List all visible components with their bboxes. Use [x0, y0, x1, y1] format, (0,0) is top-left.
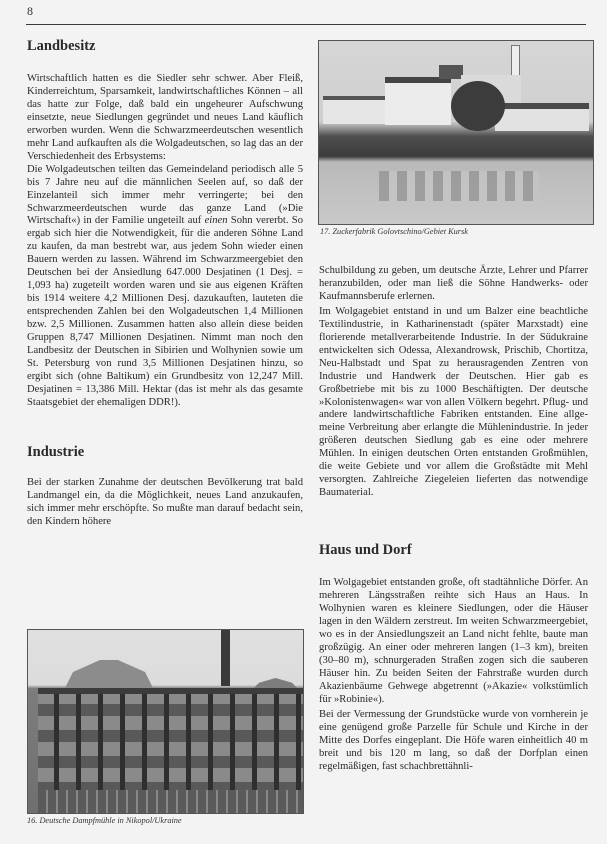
paragraph-industrie-2: Im Wolgagebiet entstand in und um Balzer eine beachtliche Textilindustrie, in Katharinenstadt (später Marxstadt) eine florierende metallverarbeitende Industrie. In der Südukraine entwickelten sich Odessa, Alexandrowsk, Prischib, Chortitza, Neu-Halbstadt und Spat zu herausragenden Zentren von Industrie und Handwerk der Deutschen. Hier gab es Großbetriebe mit bis zu 1000 Beschäftigten. Der deutsche »Kolonistenwagen« war von allen Völkern begehrt. Pflug- und andere landwirtschaftliche Fabriken entstanden. Eine allgemeine Verbreitung aber erlangte die Mühlenindustrie. In jeder größeren deutschen Siedlung gab es eine oder mehrere Mühlen. In einigen deutschen Orten entstanden Großmühlen, die weite Gebiete und vor allem die Großstädte mit Mehl versorgten. Zahlreiche Ziegeleien lieferten das notwendige Baumaterial. — [319, 305, 588, 499]
paragraph-haus-1: Im Wolgagebiet entstanden große, oft stadtähnliche Dörfer. An mehreren Längsstraßen reihte sich Haus an Haus. In Wolhynien waren es kleinere Siedlungen, oder die Häuser lagen in den Wäldern zerstreut. Im weiten Schwarzmeergebiet, wo es in der Ansiedlungszeit an Land nicht fehlte, baute man großzügig. An einer oder mehreren langen (1–3 km), breiten (30–80 m), schnurgeraden Straßen zogen sich die sauberen Häuser hin. Zu beiden Seiten der Fahrstraße wurden durch Akazienbäume Gehwege abgetrennt (»Akazie« volkstümlich für »Robinie«). — [319, 577, 588, 705]
chimney-shape — [221, 630, 230, 686]
heading-landbesitz: Landbesitz — [27, 38, 96, 54]
figure-steam-mill-photo — [27, 629, 304, 814]
tree-shape — [451, 81, 505, 131]
water-reflection — [379, 171, 539, 201]
cornice-shape — [38, 688, 303, 694]
paragraph-industrie-1-left: Bei der starken Zunahme der deutschen Bevölkerung trat bald Landmangel ein, da die Möglichkeit, neues Land anzukaufen, sich immer mehr erschöpfte. So mußte man darauf bedacht sein, den Kindern höhere — [27, 476, 303, 527]
tower-shape — [439, 65, 463, 79]
paragraph-industrie-1-right: Schulbildung zu geben, um deutsche Ärzte, Lehrer und Pfarrer heranzubilden, oder man ließ die Söhne Handwerks- oder Kaufmannsberufe erlernen. — [319, 265, 588, 302]
text-run: Sohn vererbt. So ergab sich hier die Notwendigkeit, für die anderen Söhne Land zu kaufen, da man bestrebt war, aus jedem Sohn wieder einen Bauern werden zu lassen. Während im Schwarzmeergebiet den Deutschen bei der Ansiedlung 647.000 Desjatinen (1 Desj. = 1,093 ha) zugeteilt worden waren und sie aus eigenen Kräften bis 1914 weitere 4,2 Millionen Desj. dazukauften, lauteten die entsprechenden Zahlen bei den Wolgadeutschen 1,4 Millionen bzw. 2,5 Millionen. Zusammen hatten also allein diese beiden Gruppen 8,747 Millionen Desjatinen. Nimmt man noch den Landbesitz der Deutschen in Sibirien und Wolhynien sowie um St. Petersburg von rund 3,5 Millionen Desjatinen hinzu, so ergibt sich (ohne Baltikum) ein Grundbesitz von 12,247 Mill. Desjatinen = 13,386 Mill. Hektar (das ist mehr als das gesamte Staatsgebiet der ehemaligen DDR!). — [27, 215, 303, 408]
figure-17-caption: 17. Zuckerfabrik Golovtschino/Gebiet Kursk — [320, 227, 468, 236]
figure-sugar-factory-photo — [318, 40, 594, 225]
right-column — [319, 265, 588, 773]
text-run: Die Wolgadeutschen teilten das Gemeindeland periodisch alle 5 bis 7 Jahre neu auf die männlichen Seelen auf, so daß der Einzelanteil sich immer mehr verringerte; bei den Schwarzmeerdeutschen wurde das ganze Land (»Die Wirtschaft«) in der Familie ungeteilt auf — [27, 163, 303, 227]
building-shape — [323, 96, 389, 124]
figure-16-caption: 16. Deutsche Dampfmühle in Nikopol/Ukraine — [27, 816, 182, 825]
paragraph-landbesitz-2 — [27, 164, 303, 410]
building-shape — [385, 77, 451, 125]
paragraph-haus-2: Bei der Vermessung der Grundstücke wurde von vornherein je eine genügend große Parzelle für Schule und Kirche in der Mitte des Dorfes eingeplant. Die Höfe waren einheitlich 40 m breit und bis 120 m lang, so daß der Dorfplan einen regelmäßigen, fast schachbrettähnli- — [319, 708, 588, 772]
heading-haus-und-dorf: Haus und Dorf — [319, 542, 412, 559]
gable-shape — [64, 660, 154, 690]
page-number: 8 — [27, 4, 33, 18]
base-shape — [38, 790, 303, 813]
header-rule — [26, 24, 586, 25]
emphasis-text: einen — [204, 215, 228, 227]
paragraph-landbesitz-1: Wirtschaftlich hatten es die Siedler sehr schwer. Aber Fleiß, Kinderreichtum, Sparsamkeit, landwirtschaftliches Können – all das hatte zur Folge, daß bald ein ungeheurer Aufschwung einsetzte, neue Siedlungen gegründet und neues Land käuflich erworben wurden. Wenn die Schwarzmeerdeutschen wesentlich mehr Land aufkauften als die Wolgadeutschen, so lag das an der Verschiedenheit des Erbsystems: — [27, 73, 303, 162]
building-shape — [495, 103, 589, 131]
left-column — [27, 36, 303, 529]
heading-industrie: Industrie — [27, 443, 85, 460]
